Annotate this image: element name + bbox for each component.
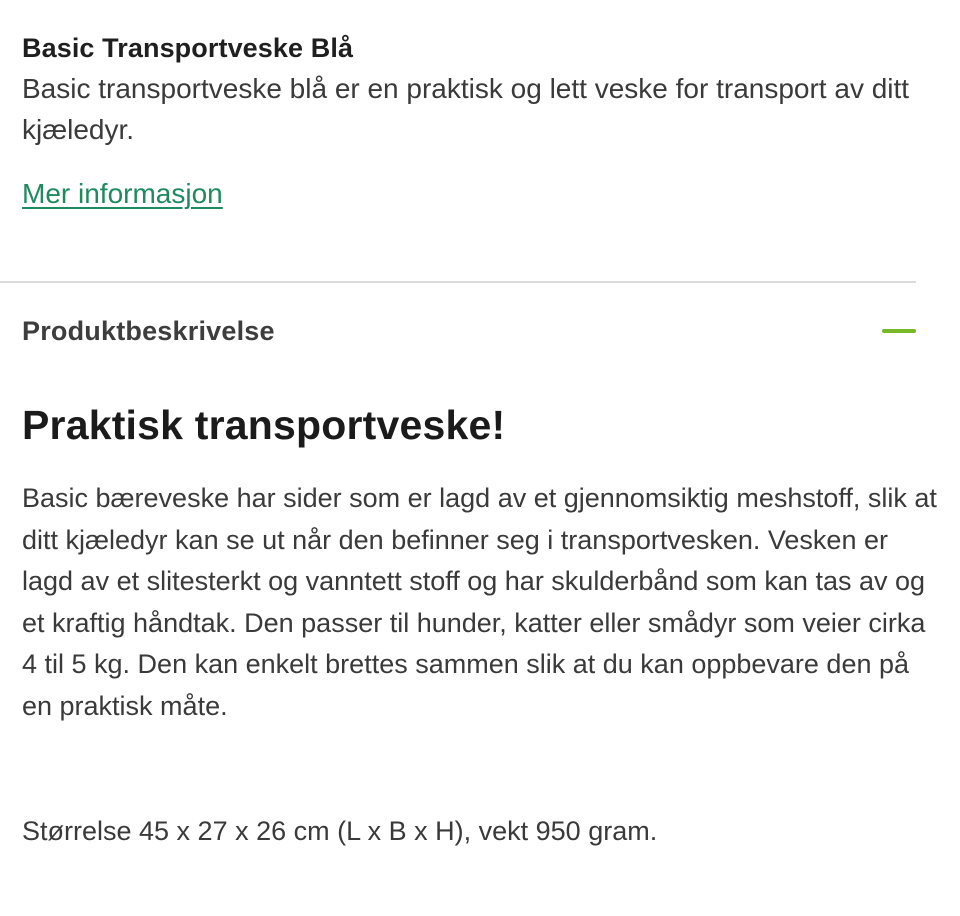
description-body: Basic bæreveske har sider som er lagd av et gjennomsiktig meshstoff, slik at ditt kjæledyr kan se ut når den befinner seg i transportvesken. Vesken er lagd av et slitesterkt og vanntett stoff og har skulderbånd som kan tas av og et kraftig håndtak. Den passer til hunder, katter eller smådyr som veier cirka 4 til 5 kg. Den kan enkelt brettes sammen slik at du kan oppbevare den på en praktisk måte. <box>22 483 937 721</box>
accordion-product-description[interactable] <box>22 306 916 356</box>
section-divider <box>0 281 916 283</box>
more-info-link[interactable]: Mer informasjon <box>22 178 223 209</box>
product-summary <box>22 28 932 150</box>
minus-icon[interactable] <box>882 329 916 333</box>
size-weight-text: Størrelse 45 x 27 x 26 cm (L x B x H), vekt 950 gram. <box>22 816 658 846</box>
product-short-description: Basic transportveske blå er en praktisk og lett veske for transport av ditt kjæledyr. <box>22 73 910 145</box>
accordion-title: Produktbeskrivelse <box>22 315 275 346</box>
product-title: Basic Transportveske Blå <box>22 33 354 63</box>
description-heading: Praktisk transportveske! <box>22 402 506 448</box>
